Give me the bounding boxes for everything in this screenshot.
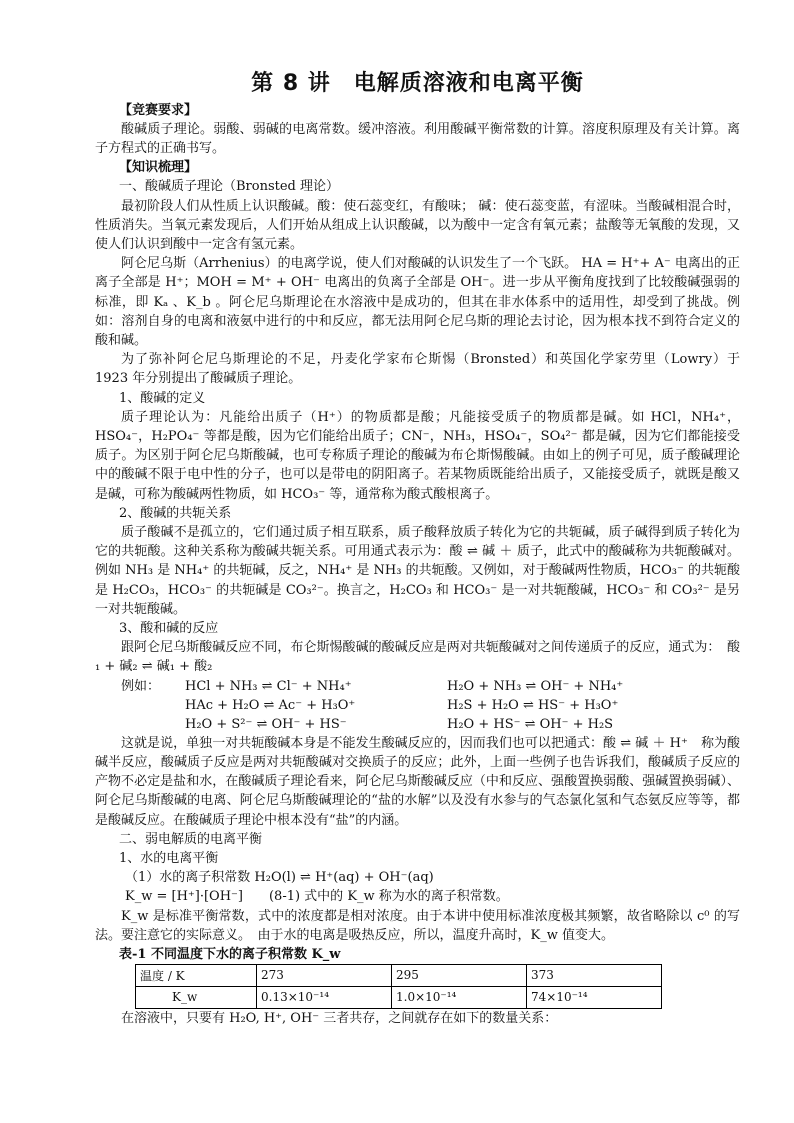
table-row xyxy=(136,986,662,1008)
paragraph-6: 跟阿仑尼乌斯酸碱反应不同，布仑斯惕酸碱的酸碱反应是两对共轭酸碱对之间传递质子的反应，通式为： 酸₁ + 碱₂ ⇌ 碱₁ + 酸₂ xyxy=(95,640,740,675)
equation-grid xyxy=(185,677,687,734)
equation: HCl + NH₃ ⇌ Cl⁻ + NH₄⁺ xyxy=(185,678,352,694)
paragraph-4: 质子理论认为：凡能给出质子（H⁺）的物质都是酸；凡能接受质子的物质都是碱。如 HCl，NH₄⁺，HSO₄⁻，H₂PO₄⁻ 等都是酸，因为它们能给出质子；CN⁻，NH₃，HSO₄⁻，SO₄²⁻ 都是碱，因为它们都能接受质子。为区别于阿仑尼乌斯酸碱，也可专称质子理论的酸碱为布仑斯惕酸碱。由如上的例子可见，质子酸碱理论中的酸碱不限于电中性的分子，也可以是带电的阴阳离子。若某物质既能给出质子，又能接受质子，就既是酸又是碱，可称为酸碱两性物质，如 HCO₃⁻ 等，通常称为酸式酸根离子。 xyxy=(95,409,740,502)
paragraph-7: 这就是说，单独一对共轭酸碱本身是不能发生酸碱反应的，因而我们也可以把通式：酸 ⇌ 碱 ＋ H⁺ 称为酸碱半反应，酸碱质子反应是两对共轭酸碱对交换质子的反应；此外，上面一些例子也告诉我们，酸碱质子反应的产物不必定是盐和水，在酸碱质子理论看来，阿仑尼乌斯酸碱反应（中和反应、强酸置换弱酸、强碱置换弱碱）、阿仑尼乌斯酸碱的电离、阿仑尼乌斯酸碱理论的“盐的水解”以及没有水参与的气态氯化氢和气态氨反应等等，都是酸碱反应。在酸碱质子理论中根本没有“盐”的内涵。 xyxy=(95,735,740,828)
examples-block xyxy=(95,677,740,734)
requirements-text: 酸碱质子理论。弱酸、弱碱的电离常数。缓冲溶液。利用酸碱平衡常数的计算。溶度积原理及有关计算。离子方程式的正确书写。 xyxy=(95,122,740,157)
table-cell: 0.13×10⁻¹⁴ xyxy=(257,986,392,1008)
section-requirements: 【竞赛要求】 xyxy=(119,103,198,118)
equation: HAc + H₂O ⇌ Ac⁻ + H₃O⁺ xyxy=(185,697,356,713)
kw-definition: K_w = [H⁺]·[OH⁻] (8-1) 式中的 K_w 称为水的离子积常数。 xyxy=(125,889,509,905)
equation: H₂S + H₂O ⇌ HS⁻ + H₃O⁺ xyxy=(447,697,619,713)
table-cell: 温度 / K xyxy=(136,964,257,986)
table-caption: 表-1 不同温度下水的离子积常数 K_w xyxy=(119,946,341,962)
paragraph-8: K_w 是标准平衡常数，式中的浓度都是相对浓度。由于本讲中使用标准浓度极其频繁，故省略除以 c⁰ 的写法。要注意它的实际意义。 由于水的电离是吸热反应，所以，温度升高时，K_w 值变大。 xyxy=(95,908,740,943)
heading-conjugate: 2、酸碱的共轭关系 xyxy=(119,505,232,521)
paragraph-2: 阿仑尼乌斯（Arrhenius）的电离学说，使人们对酸碱的认识发生了一个飞跃。 HA = H⁺+ A⁻ 电离出的正离子全部是 H⁺；MOH = M⁺ + OH⁻ 电离出的负离子全部是 OH⁻。进一步从平衡角度找到了比较酸碱强弱的标准，即 Kₐ 、K_b 。阿仑尼乌斯理论在水溶液中是成功的，但其在非水体系中的适用性，却受到了挑战。例如：溶剂自身的电离和液氨中进行的中和反应，都无法用阿仑尼乌斯的理论去讨论，因为根本找不到符合定义的酸和碱。 xyxy=(95,256,740,349)
paragraph-9: 在溶液中，只要有 H₂O, H⁺, OH⁻ 三者共存，之间就存在如下的数量关系： xyxy=(121,1010,558,1026)
table-cell: K_w xyxy=(136,986,257,1008)
table-cell: 74×10⁻¹⁴ xyxy=(527,986,662,1008)
section-knowledge: 【知识梳理】 xyxy=(119,160,198,176)
paragraph-5: 质子酸碱不是孤立的，它们通过质子相互联系，质子酸释放质子转化为它的共轭碱，质子碱得到质子转化为它的共轭酸。这种关系称为酸碱共轭关系。可用通式表示为：酸 ⇌ 碱 ＋ 质子，此式中的酸碱称为共轭酸碱对。例如 NH₃ 是 NH₄⁺ 的共轭碱，反之，NH₄⁺ 是 NH₃ 的共轭酸。又例如，对于酸碱两性物质，HCO₃⁻ 的共轭酸是 H₂CO₃，HCO₃⁻ 的共轭碱是 CO₃²⁻。换言之，H₂CO₃ 和 HCO₃⁻ 是一对共轭酸碱，HCO₃⁻ 和 CO₃²⁻ 是另一对共轭酸碱。 xyxy=(95,525,740,617)
heading-bronsted: 一、酸碱质子理论（Bronsted 理论） xyxy=(119,179,340,195)
table-cell: 373 xyxy=(527,964,662,986)
heading-reaction: 3、酸和碱的反应 xyxy=(119,621,219,637)
table-cell: 273 xyxy=(257,964,392,986)
document-page xyxy=(95,66,740,1028)
equation: H₂O + S²⁻ ⇌ OH⁻ + HS⁻ xyxy=(185,716,347,732)
paragraph-3: 为了弥补阿仑尼乌斯理论的不足，丹麦化学家布仑斯惕（Bronsted）和英国化学家劳里（Lowry）于 1923 年分别提出了酸碱质子理论。 xyxy=(95,352,740,387)
page-title: 第 8 讲 电解质溶液和电离平衡 xyxy=(251,71,584,96)
equation: H₂O + NH₃ ⇌ OH⁻ + NH₄⁺ xyxy=(447,678,624,694)
heading-definition: 1、酸碱的定义 xyxy=(119,390,206,406)
water-ion-product-eq: （1）水的离子积常数 H₂O(l) ⇌ H⁺(aq) + OH⁻(aq) xyxy=(125,870,434,886)
table-cell: 1.0×10⁻¹⁴ xyxy=(392,986,527,1008)
heading-water-equilibrium: 1、水的电离平衡 xyxy=(119,850,219,866)
table-row xyxy=(136,964,662,986)
paragraph-1: 最初阶段人们从性质上认识酸碱。酸：使石蕊变红，有酸味； 碱：使石蕊变蓝，有涩味。当酸碱相混合时，性质消失。当氧元素发现后，人们开始从组成上认识酸碱，以为酸中一定含有氧元素；盐酸等无氧酸的发现，又使人们认识到酸中一定含有氢元素。 xyxy=(95,198,740,253)
examples-label: 例如： xyxy=(121,678,161,694)
heading-weak-electrolyte: 二、弱电解质的电离平衡 xyxy=(119,831,263,847)
equation: H₂O + HS⁻ ⇌ OH⁻ + H₂S xyxy=(447,716,614,732)
kw-table xyxy=(135,964,662,1009)
table-cell: 295 xyxy=(392,964,527,986)
